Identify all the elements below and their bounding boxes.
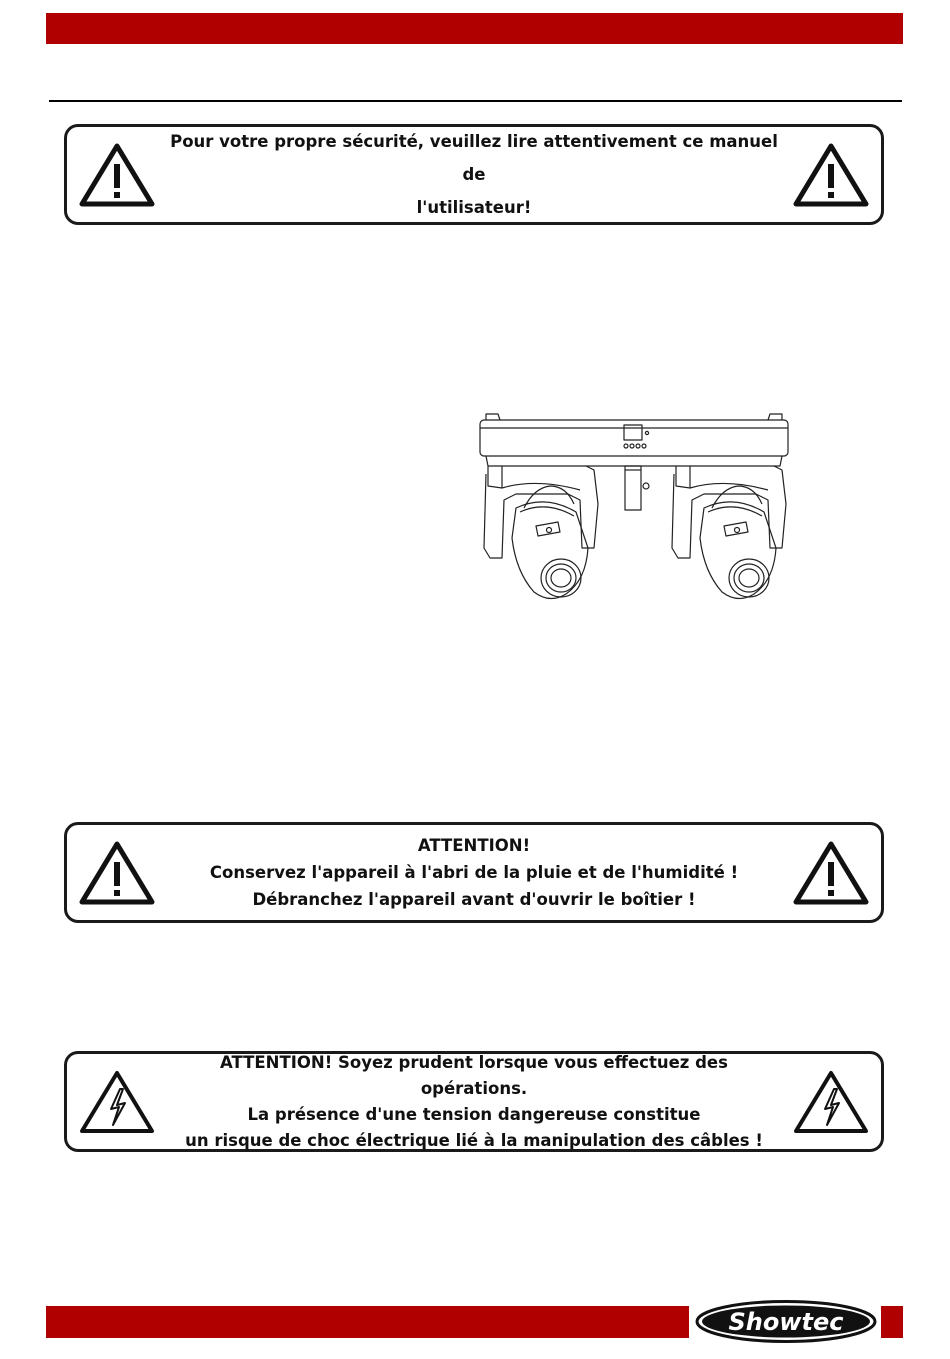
footer-red-bar-end [881,1306,903,1338]
voltage-warning-line-3: un risque de choc électrique lié à la manipulation des câbles ! [185,1130,763,1150]
voltage-warning-line-1: ATTENTION! Soyez prudent lorsque vous effectuez des opérations. [220,1052,728,1098]
safety-warning-line-1: Pour votre propre sécurité, veuillez lire attentivement ce manuel de [170,132,778,184]
high-voltage-icon [793,1069,869,1135]
warning-triangle-icon [79,142,155,208]
showtec-logo [694,1299,878,1344]
header-divider [49,100,902,102]
moisture-warning-line-3: Débranchez l'appareil avant d'ouvrir le boîtier ! [252,890,696,909]
warning-triangle-icon [793,840,869,906]
moisture-warning-line-1: ATTENTION! [417,836,531,855]
voltage-warning-text [167,1054,781,1149]
safety-warning-box [64,124,884,225]
product-illustration [476,408,792,606]
bar-bracket [480,414,788,510]
warning-triangle-icon [793,142,869,208]
high-voltage-icon [79,1069,155,1135]
moisture-warning-text [167,825,781,920]
safety-warning-line-2: l'utilisateur! [416,198,532,217]
header-red-bar [46,13,903,44]
voltage-warning-box [64,1051,884,1152]
footer-red-bar [46,1306,689,1338]
moving-head-right [672,466,786,599]
logo-text: Showtec [728,1308,844,1336]
voltage-warning-line-2: La présence d'une tension dangereuse constitue [247,1104,701,1124]
safety-warning-text [167,127,781,222]
moving-head-left [484,466,598,599]
moisture-warning-box [64,822,884,923]
moisture-warning-line-2: Conservez l'appareil à l'abri de la pluie et de l'humidité ! [209,863,739,882]
warning-triangle-icon [79,840,155,906]
